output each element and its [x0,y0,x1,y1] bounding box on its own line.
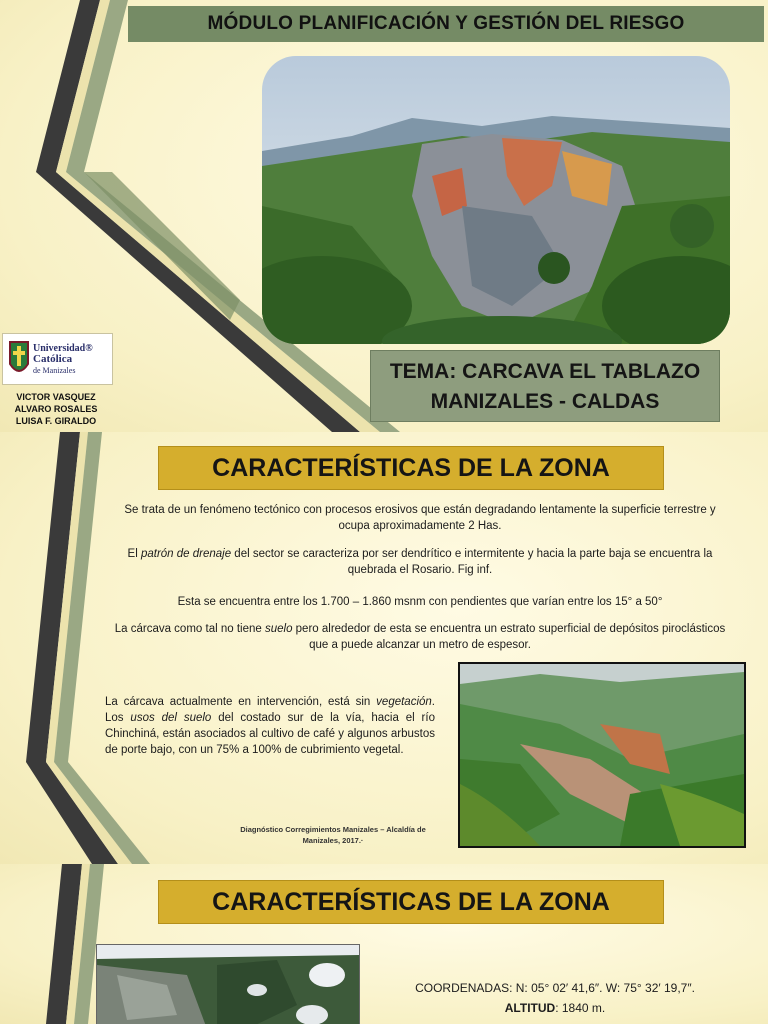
author-name: VICTOR VASQUEZ [16,392,96,402]
section-title: CARACTERÍSTICAS DE LA ZONA [158,880,664,924]
satellite-map [96,944,360,1024]
valley-photo [458,662,746,848]
landslide-photo [262,56,730,344]
author-name: ALVARO ROSALES [14,404,98,414]
paragraph-soil: La cárcava como tal no tiene suelo pero alrededor de esta se encuentra un estrato superficial de depósitos piroclásticos que a puede alcanzar un metro de espesor. [114,623,726,651]
section-title: CARACTERÍSTICAS DE LA ZONA [158,446,664,490]
author-name: LUISA F. GIRALDO [15,416,97,426]
module-title: MÓDULO PLANIFICACIÓN Y GESTIÓN DEL RIESGO [128,6,764,42]
tema-line-2: MANIZALES - CALDAS [430,390,660,413]
tema-box [370,350,720,422]
paragraph-tectonic: Se trata de un fenómeno tectónico con procesos erosivos que están degradando lentamente la superficie terrestre y ocupa aproximadamente 2 Has. [124,504,716,532]
paragraph-drainage: El patrón de drenaje del sector se caracteriza por ser dendrítico e intermitente y hacia la parte baja se encuentra la quebrada el Rosario. Fig inf. [127,548,713,576]
altitude-text: ALTITUD: 1840 m. [504,1001,606,1015]
coordinates-block [385,978,725,1018]
slide-characteristics [0,432,768,864]
source-citation: Diagnóstico Corregimientos Manizales – Alcaldía de Manizales, 2017.· [240,825,426,845]
paragraph-vegetation: La cárcava actualmente en intervención, está sin vegetación. Los usos del suelo del costado sur de la vía, hacia el río Chinchiná, están asociados al cultivo de café y algunos arbustos de porte bajo, con un 75% a 100% de cubrimiento vegetal. [105,696,435,756]
paragraph-altitude: Esta se encuentra entre los 1.700 – 1.860 msnm con pendientes que varían entre los 15° a 50° [177,596,663,608]
authors-list [0,391,112,427]
logo-line-1: Universidad® [33,342,93,354]
logo-line-3: de Manizales [33,365,76,375]
coordinates-text: COORDENADAS: N: 05° 02′ 41,6″. W: 75° 32′ 19,7″. [415,981,695,995]
university-logo [2,333,113,385]
logo-line-2: Católica [33,352,73,365]
slide-title [0,0,768,432]
university-logo-icon [9,340,29,378]
tema-line-1: TEMA: CARCAVA EL TABLAZO [389,360,701,383]
slide-location [0,864,768,1024]
